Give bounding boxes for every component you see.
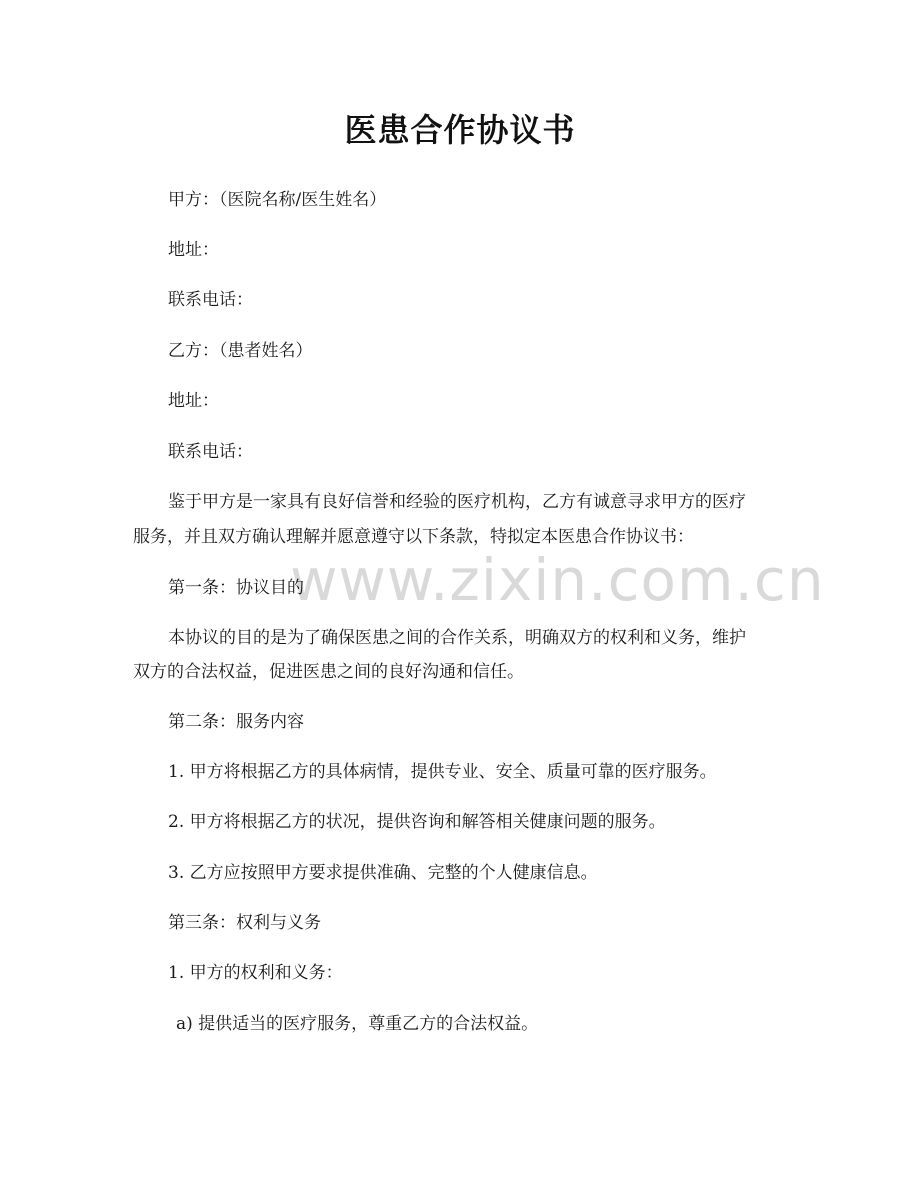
article-1-heading: 第一条：协议目的 bbox=[168, 578, 304, 598]
party-b-address: 地址： bbox=[168, 391, 219, 411]
article-2-item-3: 3. 乙方应按照甲方要求提供准确、完整的个人健康信息。 bbox=[168, 863, 598, 883]
party-b-line: 乙方：（患者姓名） bbox=[168, 341, 313, 361]
article-3-heading: 第三条：权利与义务 bbox=[168, 913, 321, 933]
party-b-phone: 联系电话： bbox=[168, 442, 253, 462]
article-2-item-1: 1. 甲方将根据乙方的具体病情，提供专业、安全、质量可靠的医疗服务。 bbox=[168, 762, 717, 782]
party-a-address: 地址： bbox=[168, 240, 219, 260]
watermark: www.zixin.com.cn bbox=[290, 546, 825, 614]
preamble-line-2: 服务，并且双方确认理解并愿意遵守以下条款，特拟定本医患合作协议书： bbox=[133, 527, 694, 547]
article-2-heading: 第二条：服务内容 bbox=[168, 712, 304, 732]
preamble-line-1: 鉴于甲方是一家具有良好信誉和经验的医疗机构，乙方有诚意寻求甲方的医疗 bbox=[168, 492, 746, 512]
article-1-line-1: 本协议的目的是为了确保医患之间的合作关系，明确双方的权利和义务，维护 bbox=[168, 628, 746, 648]
article-2-item-2: 2. 甲方将根据乙方的状况，提供咨询和解答相关健康问题的服务。 bbox=[168, 812, 666, 832]
document-title: 医患合作协议书 bbox=[344, 111, 576, 149]
article-3-item-1a: a) 提供适当的医疗服务，尊重乙方的合法权益。 bbox=[176, 1014, 539, 1034]
article-3-item-1: 1. 甲方的权利和义务： bbox=[168, 963, 343, 983]
party-a-phone: 联系电话： bbox=[168, 290, 253, 310]
article-1-line-2: 双方的合法权益，促进医患之间的良好沟通和信任。 bbox=[133, 662, 524, 682]
party-a-line: 甲方：（医院名称/医生姓名） bbox=[168, 190, 387, 210]
